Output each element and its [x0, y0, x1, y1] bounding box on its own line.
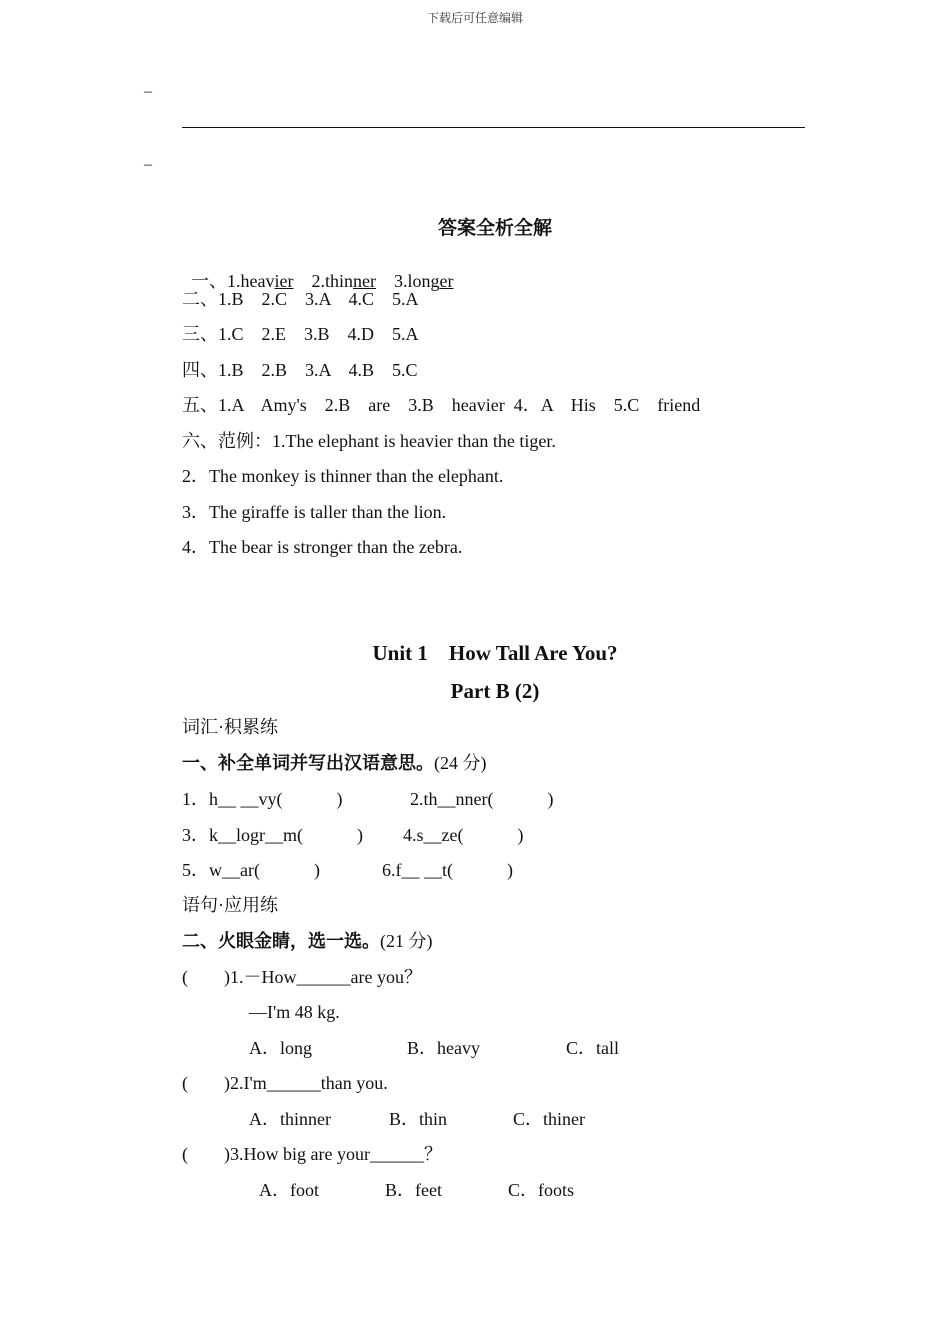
question-1-stem: ( )1.－How______are you？ — [182, 967, 422, 987]
answer-q1-suffix-2: ner — [352, 271, 376, 291]
question-2-option-a: A．thinner — [249, 1109, 331, 1129]
question-1-option-b: B．heavy — [407, 1038, 480, 1058]
question-3-option-c: C．foots — [508, 1180, 575, 1200]
answer-q6-4: 4．The bear is stronger than the zebra. — [182, 537, 463, 557]
section1-score: (24 分) — [434, 753, 487, 773]
part-title: Part B (2) — [450, 679, 540, 703]
question-3-stem: ( )3.How big are your______？ — [182, 1144, 442, 1164]
section2-heading — [182, 932, 433, 950]
answer-q6-3: 3．The giraffe is taller than the lion. — [182, 502, 447, 522]
section1-heading-text: 一、补全单词并写出汉语意思。 — [182, 753, 434, 773]
answer-q1-suffix-1: ier — [274, 271, 294, 291]
answer-q1-mid-1: 2.thin — [293, 271, 353, 291]
vocab-row-2a: 3．k__logr__m( ) — [182, 825, 363, 845]
section2-score: (21 分) — [380, 931, 433, 951]
question-1-option-a: A．long — [249, 1038, 312, 1058]
question-2-option-c: C．thiner — [513, 1109, 585, 1129]
vocab-row-1a: 1．h__ __vy( ) — [182, 789, 343, 809]
question-1-reply: —I'm 48 kg. — [249, 1002, 340, 1022]
question-2-stem: ( )2.I'm______than you. — [182, 1073, 388, 1093]
section2-label: 语句·应用练 — [182, 895, 278, 915]
question-3-option-a: A．foot — [259, 1180, 319, 1200]
vocab-row-1b: 2.th__nner( ) — [410, 789, 554, 809]
answer-q6: 六、范例：1.The elephant is heavier than the tiger. — [182, 431, 556, 451]
question-2-option-b: B．thin — [389, 1109, 448, 1129]
vocab-row-3b: 6.f__ __t( ) — [382, 860, 513, 880]
answers-title: 答案全析全解 — [437, 218, 552, 239]
top-dash-2: – — [144, 156, 152, 173]
answer-q1 — [182, 254, 453, 290]
section1-heading — [182, 754, 487, 772]
answer-q1-prefix: 一、1.heav — [191, 271, 275, 291]
section1-label: 词汇·积累练 — [182, 717, 278, 737]
vocab-row-2b: 4.s__ze( ) — [403, 825, 524, 845]
answer-q2: 二、1.B 2.C 3.A 4.C 5.A — [182, 289, 419, 309]
answer-q6-2: 2．The monkey is thinner than the elephant. — [182, 466, 504, 486]
question-3-option-b: B．feet — [385, 1180, 442, 1200]
answer-line — [182, 127, 805, 128]
answer-q4: 四、1.B 2.B 3.A 4.B 5.C — [182, 360, 418, 380]
vocab-row-3a: 5．w__ar( ) — [182, 860, 320, 880]
answer-q1-suffix-3: er — [439, 271, 454, 291]
answer-q5: 五、1.A Amy's 2.B are 3.B heavier 4．A His 5.C friend — [182, 395, 701, 415]
header-note: 下载后可任意编辑 — [426, 11, 523, 25]
section2-heading-text: 二、火眼金睛，选一选。 — [182, 931, 380, 951]
answer-q1-mid-2: 3.long — [375, 271, 440, 291]
unit-title: Unit 1 How Tall Are You? — [372, 641, 618, 665]
answer-q3: 三、1.C 2.E 3.B 4.D 5.A — [182, 324, 419, 344]
top-dash-1: – — [144, 83, 152, 100]
question-1-option-c: C．tall — [566, 1038, 619, 1058]
